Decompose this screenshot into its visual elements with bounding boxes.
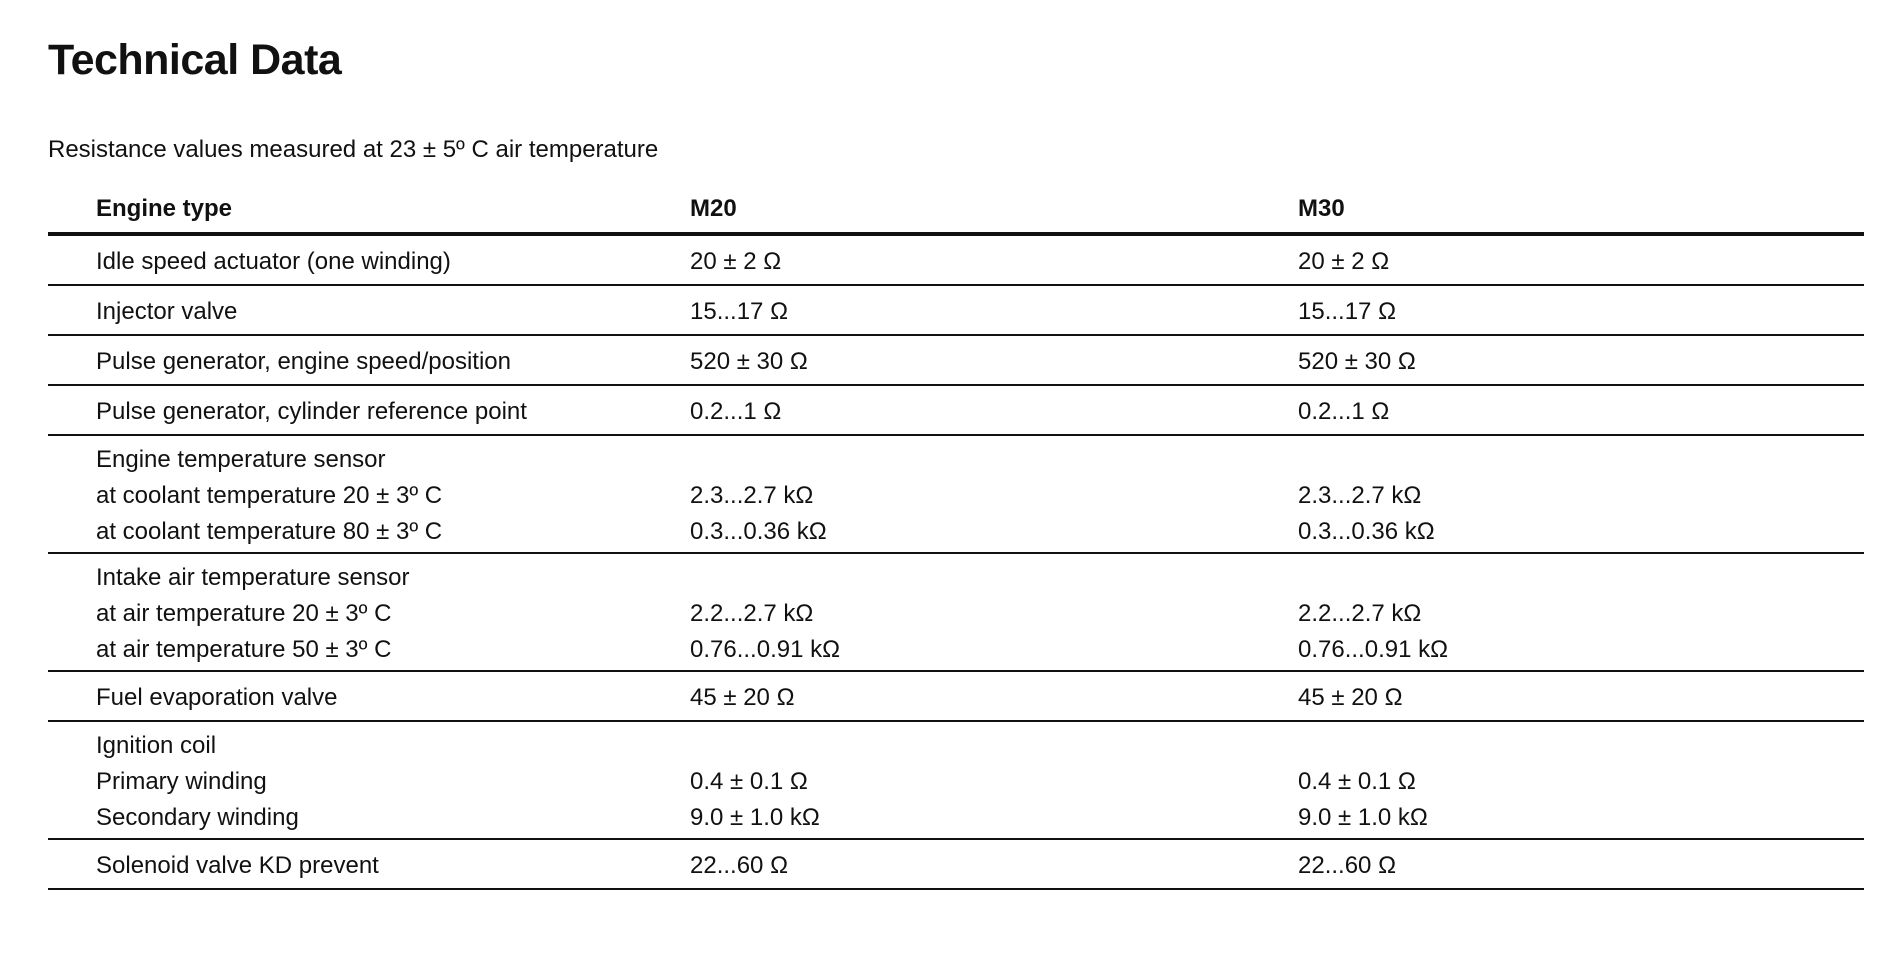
m30-value: 0.3...0.36 kΩ bbox=[1298, 518, 1435, 545]
m20-value: 9.0 ± 1.0 kΩ bbox=[690, 804, 820, 831]
m30-value: 2.3...2.7 kΩ bbox=[1298, 482, 1422, 509]
row-label: at coolant temperature 80 ± 3º C bbox=[96, 518, 443, 545]
row-label: at air temperature 20 ± 3º C bbox=[96, 600, 392, 627]
m20-value-cell bbox=[690, 671, 1298, 721]
m30-value-cell bbox=[1298, 234, 1864, 285]
row-label: Idle speed actuator (one winding) bbox=[96, 248, 451, 275]
m30-value bbox=[1298, 560, 1864, 596]
m20-value: 0.3...0.36 kΩ bbox=[690, 518, 827, 545]
row-label: Pulse generator, engine speed/position bbox=[96, 348, 511, 375]
m30-value-cell bbox=[1298, 721, 1864, 839]
m30-value bbox=[1298, 728, 1864, 764]
row-label: Ignition coil bbox=[96, 732, 217, 759]
row-label-cell bbox=[48, 234, 690, 285]
row-label-cell bbox=[48, 839, 690, 889]
m20-value-cell bbox=[690, 234, 1298, 285]
m30-value-cell bbox=[1298, 335, 1864, 385]
table-row bbox=[48, 335, 1864, 385]
table-row bbox=[48, 385, 1864, 435]
m20-value-cell bbox=[690, 335, 1298, 385]
row-label-cell bbox=[48, 721, 690, 839]
m20-value: 22...60 Ω bbox=[690, 852, 789, 879]
row-label: Engine temperature sensor bbox=[96, 446, 386, 473]
row-label: Injector valve bbox=[96, 298, 238, 325]
m30-value: 15...17 Ω bbox=[1298, 298, 1397, 325]
header-m20: M20 bbox=[690, 195, 737, 222]
row-label: at coolant temperature 20 ± 3º C bbox=[96, 482, 443, 509]
m30-value: 0.76...0.91 kΩ bbox=[1298, 636, 1449, 663]
m20-value-cell bbox=[690, 839, 1298, 889]
row-label-cell bbox=[48, 435, 690, 553]
m30-value: 20 ± 2 Ω bbox=[1298, 248, 1390, 275]
m20-value bbox=[690, 560, 1298, 596]
m20-value: 15...17 Ω bbox=[690, 298, 789, 325]
table-body bbox=[48, 234, 1864, 889]
row-label: Pulse generator, cylinder reference point bbox=[96, 398, 527, 425]
table-row bbox=[48, 671, 1864, 721]
m20-value-cell bbox=[690, 721, 1298, 839]
m20-value-cell bbox=[690, 285, 1298, 335]
table-row bbox=[48, 721, 1864, 839]
table-header-row bbox=[48, 186, 1864, 234]
m30-value: 520 ± 30 Ω bbox=[1298, 348, 1416, 375]
m30-value-cell bbox=[1298, 385, 1864, 435]
m30-value: 45 ± 20 Ω bbox=[1298, 684, 1403, 711]
m20-value: 2.2...2.7 kΩ bbox=[690, 600, 814, 627]
m20-value: 2.3...2.7 kΩ bbox=[690, 482, 814, 509]
m30-value-cell bbox=[1298, 435, 1864, 553]
m30-value: 22...60 Ω bbox=[1298, 852, 1397, 879]
m20-value: 20 ± 2 Ω bbox=[690, 248, 782, 275]
m30-value: 0.4 ± 0.1 Ω bbox=[1298, 768, 1416, 795]
m30-value-cell bbox=[1298, 285, 1864, 335]
row-label: Secondary winding bbox=[96, 804, 299, 831]
m20-value bbox=[690, 442, 1298, 478]
m20-value: 0.4 ± 0.1 Ω bbox=[690, 768, 808, 795]
m30-value-cell bbox=[1298, 839, 1864, 889]
m20-value-cell bbox=[690, 385, 1298, 435]
table-row bbox=[48, 234, 1864, 285]
row-label: Primary winding bbox=[96, 768, 267, 795]
m20-value: 0.2...1 Ω bbox=[690, 398, 782, 425]
row-label: Fuel evaporation valve bbox=[96, 684, 338, 711]
table-row bbox=[48, 839, 1864, 889]
m20-value: 520 ± 30 Ω bbox=[690, 348, 808, 375]
m20-value: 0.76...0.91 kΩ bbox=[690, 636, 841, 663]
m30-value: 9.0 ± 1.0 kΩ bbox=[1298, 804, 1428, 831]
m30-value-cell bbox=[1298, 671, 1864, 721]
row-label: Solenoid valve KD prevent bbox=[96, 852, 379, 879]
row-label-cell bbox=[48, 553, 690, 671]
technical-data-table bbox=[48, 186, 1864, 890]
m30-value: 2.2...2.7 kΩ bbox=[1298, 600, 1422, 627]
table-row bbox=[48, 435, 1864, 553]
m20-value: 45 ± 20 Ω bbox=[690, 684, 795, 711]
page-title: Technical Data bbox=[48, 36, 342, 84]
row-label: at air temperature 50 ± 3º C bbox=[96, 636, 392, 663]
row-label-cell bbox=[48, 385, 690, 435]
row-label-cell bbox=[48, 671, 690, 721]
table-row bbox=[48, 553, 1864, 671]
m20-value-cell bbox=[690, 435, 1298, 553]
row-label: Intake air temperature sensor bbox=[96, 564, 410, 591]
header-engine-type: Engine type bbox=[96, 195, 233, 222]
header-m30: M30 bbox=[1298, 195, 1345, 222]
row-label-cell bbox=[48, 335, 690, 385]
m30-value bbox=[1298, 442, 1864, 478]
m20-value-cell bbox=[690, 553, 1298, 671]
row-label-cell bbox=[48, 285, 690, 335]
page-subtitle: Resistance values measured at 23 ± 5º C air temperature bbox=[48, 136, 659, 163]
m30-value-cell bbox=[1298, 553, 1864, 671]
m30-value: 0.2...1 Ω bbox=[1298, 398, 1390, 425]
table-row bbox=[48, 285, 1864, 335]
m20-value bbox=[690, 728, 1298, 764]
